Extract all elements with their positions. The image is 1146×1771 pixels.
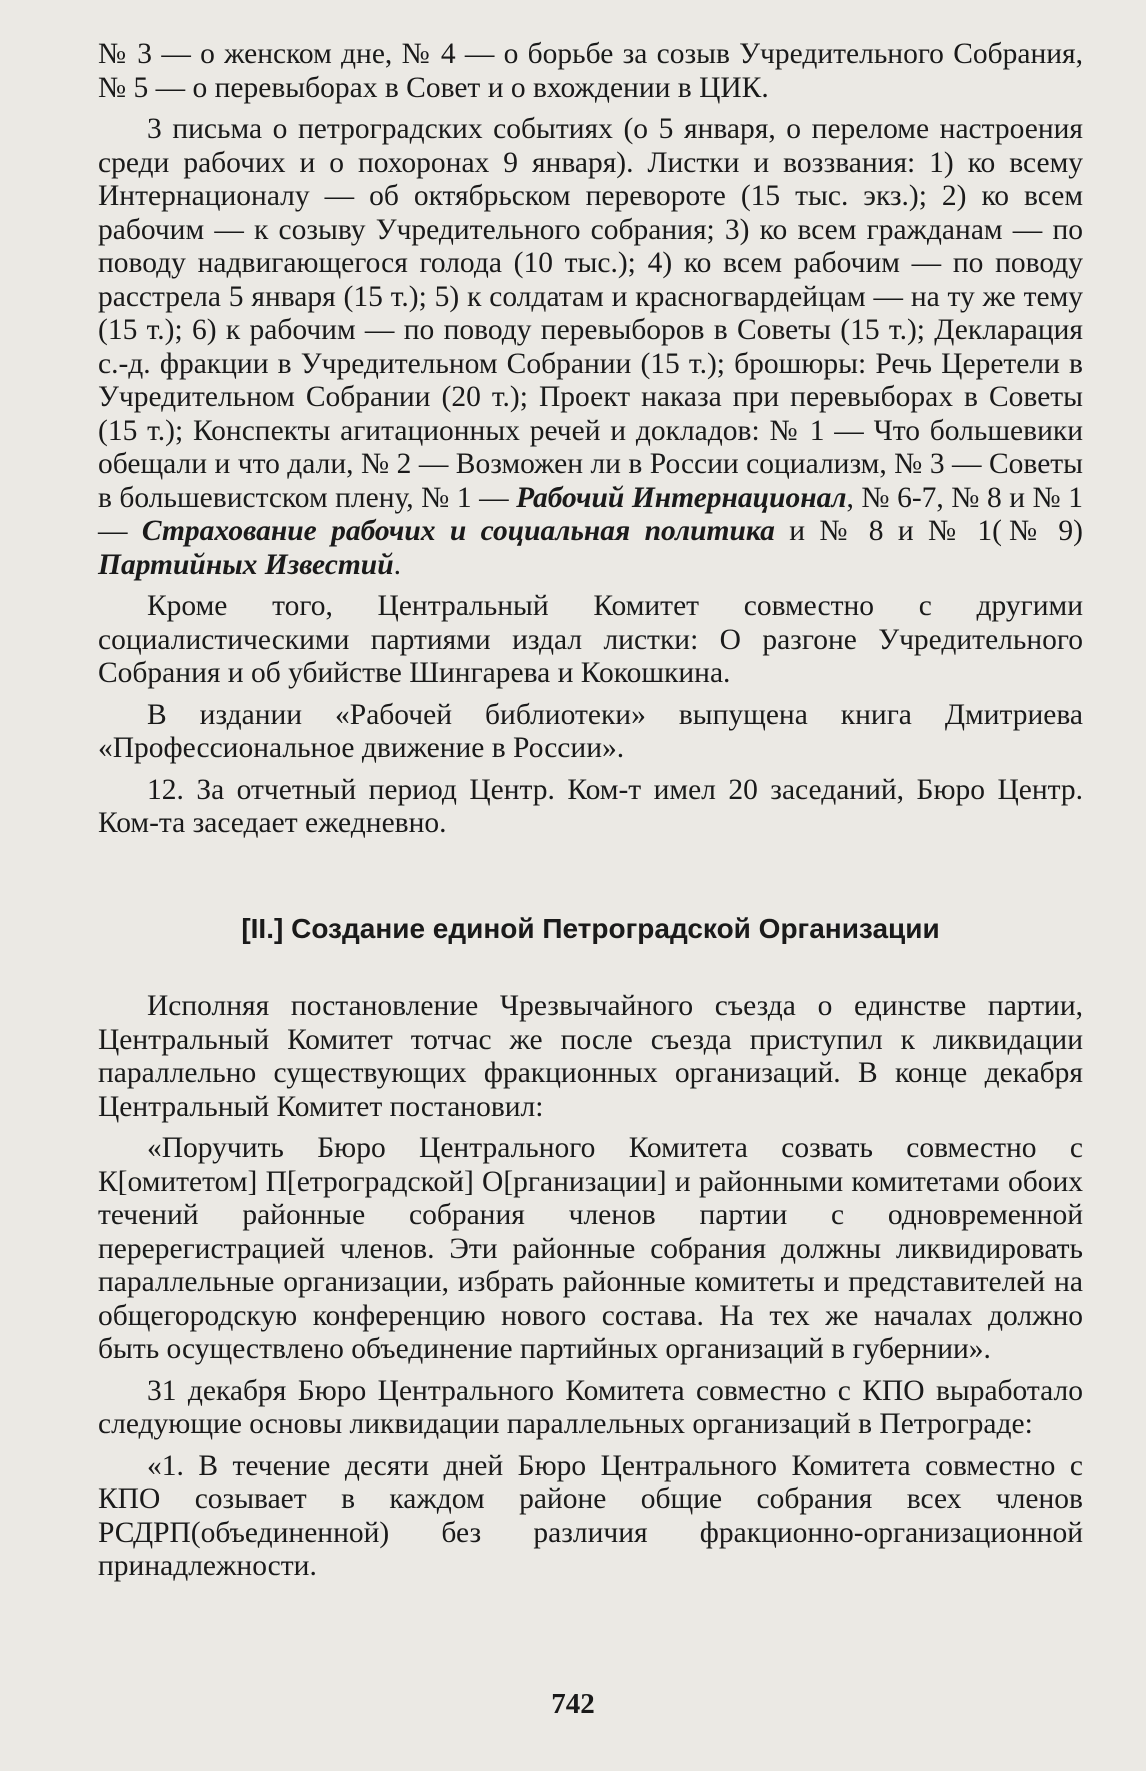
publications-issues-text-2: и № 8 и № 1(№ 9) [774, 515, 1083, 547]
paragraph-unity-resolution: Исполняя постановление Чрезвычайного съезда о единстве партии, Центральный Комитет тотчас же после съезда приступил к ликвидации параллельно существующих фракционных организаций. В конце декабря Центральный Комитет постановил: [98, 990, 1083, 1123]
section-heading: [II.] Создание единой Петроградской Организации [241, 913, 940, 944]
bottom-text-block [98, 990, 1083, 1592]
top-text-block [98, 38, 1083, 849]
title-strakhovanie: Страхование рабочих и социальная политика [141, 515, 775, 547]
paragraph-issues-list: № 3 — о женском дне, № 4 — о борьбе за созыв Учредительного Собрания, № 5 — о перевыборах в Совет и о вхождении в ЦИК. [98, 38, 1083, 104]
page-number: 742 [551, 1688, 595, 1720]
paragraph-joint-leaflets: Кроме того, Центральный Комитет совместно с другими социалистическими партиями издал листки: О разгоне Учредительного Собрания и об убийстве Шингарева и Кокошкина. [98, 590, 1083, 689]
title-rabochiy-internatsional: Рабочий Интернационал [516, 481, 847, 514]
paragraph-publications [98, 113, 1083, 582]
publications-text: 3 письма о петроградских событиях (о 5 января, о переломе настроения среди рабочих и о похоронах 9 января). Листки и воззвания: 1) ко всему Интернационалу — об октябрьском перевороте (15 тыс. экз.); 2) ко всем рабочим — к созыву Учредительного собрания; 3) ко всем гражданам — по поводу надвигающегося голода (10 тыс.); 4) ко всем рабочим — по поводу расстрела 5 января (15 т.); 5) к солдатам и красногвардейцам — на ту же тему (15 т.); 6) к рабочим — по поводу перевыборов в Советы (15 т.); Декларация с.-д. фракции в Учредительном Собрании (15 т.); брошюры: Речь Церетели в Учредительном Собрании (20 т.); Проект наказа при перевыборах в Советы (15 т.); Конспекты агитационных речей и докладов: № 1 — Что большевики обещали и что дали, № 2 — Возможен ли в России социализм, № 3 — Советы в большевистском плену, № 1 — [98, 113, 1083, 514]
paragraph-meetings: 12. За отчетный период Центр. Ком-т имел 20 заседаний, Бюро Центр. Ком-та заседает ежедневно. [98, 773, 1083, 839]
paragraph-quote-point-1: «1. В течение десяти дней Бюро Центрального Комитета совместно с КПО созывает в каждом районе общие собрания всех членов РСДРП(объединенной) без различия фракционно-организационной принадлежности. [98, 1449, 1083, 1582]
paragraph-quote-resolution: «Поручить Бюро Центрального Комитета созвать совместно с К[омитетом] П[етроградской] О[рганизации] и районными комитетами обоих течений районные собрания членов партии с одновременной перерегистрацией членов. Эти районные собрания должны ликвидировать параллельные организации, избрать районные комитеты и представителей на общегородскую конференцию нового состава. На тех же началах должно быть осуществлено объединение партийных организаций в губернии». [98, 1132, 1083, 1365]
publications-issues-text: , № 6-7, № 8 и № 1 — [98, 481, 1083, 547]
paragraph-library-book: В издании «Рабочей библиотеки» выпущена книга Дмитриева «Профессиональное движение в России». [98, 698, 1083, 764]
publications-end: . [393, 548, 401, 581]
title-partiynye-izvestiya: Партийных Известий [98, 548, 394, 581]
paragraph-december-31: 31 декабря Бюро Центрального Комитета совместно с КПО выработало следующие основы ликвидации параллельных организаций в Петрограде: [98, 1374, 1083, 1440]
